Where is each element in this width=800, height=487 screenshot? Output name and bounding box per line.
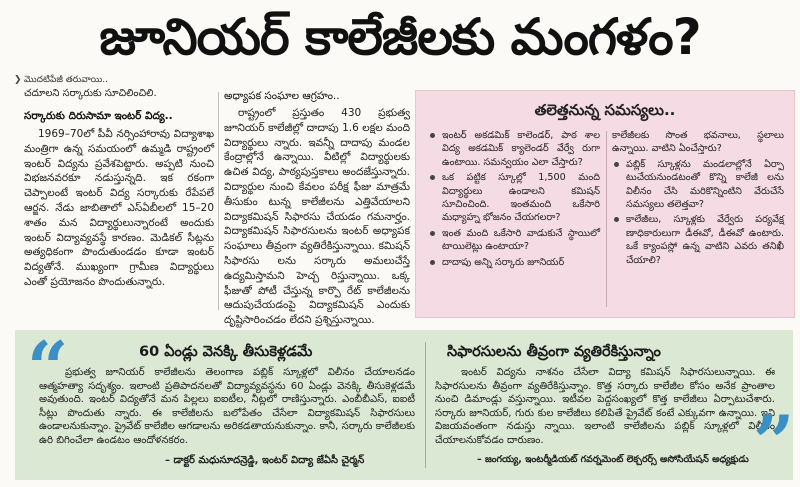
bullet-icon	[430, 133, 435, 138]
left-quote-text: ప్రభుత్వ జూనియర్ కాలేజీలను తెలంగాణ పబ్లిక్ స్కూళ్లలో విలీనం చేయాలనడం ఆత్మహత్యా సదృశ్యం. ఇలాంటి ప్రతిపాదనలతో విద్యావ్యవస్థను 60 ఏండ్లు వెనక్కి తీసుకెళ్లడమే అవుతుంది. ఇంటర్ విద్యతోనే మన పిల్లలు ఐఐటీల, నీట్లలో రాణిస్తున్నారు. ఎంబీబీఎస్, ఐఐటీ సీట్లు పొందుతు న్నారు. ఈ కాలేజీలను బలోపేతం చేసేలా విద్యాకమిషన్ సిఫారసులు ఉండాలనుకున్నాం. ప్రైవేట్ కాలేజీల ఆగడాలను అరికడతాయనుకున్నాం. కానీ, సర్కారు కాలేజీలకు ఉరి బిగించేలా ఉండటం ఆందోళనకరం.	[39, 367, 415, 446]
headline: జూనియర్ కాలేజీలకు మంగళం?	[99, 8, 701, 66]
continuation-kicker: మొదటిపేజీ తరువాయి..	[24, 75, 108, 85]
list-item: ఒక పట్టిక స్కూల్లో 1,500 మంది విద్యార్థులు ఉండాలని కమిషన్ సూచించింది. ఇంతమంది ఒకేసారి మధ్యాహ్న భోజనం చేయగలరా?	[428, 171, 600, 225]
close-quote-icon: ”	[753, 399, 795, 484]
bullet-icon	[430, 260, 435, 265]
col1-subhead: సర్కారుకు దిరుసామా ఇంటర్ విద్య..	[24, 110, 173, 122]
column-rule	[218, 92, 219, 310]
issues-divider	[606, 131, 607, 307]
left-quote-title: 60 ఏండ్లు వెనక్కి తీసుకెళ్లడమే	[139, 344, 313, 360]
right-quote-title: సిఫారసులను తీవ్రంగా వ్యతిరేకిస్తున్నాం	[447, 344, 661, 360]
list-item: ఇంత మంది ఒకేసారి వాడుకునే స్థాయిలో టాయిలెట్లు ఉంటాయా?	[428, 227, 600, 254]
col2-subhead: అధ్యాపక సంఘాల ఆగ్రహం..	[224, 90, 340, 102]
bullet-icon	[614, 162, 619, 167]
bullet-icon	[430, 175, 435, 180]
issues-box	[415, 90, 795, 318]
chevron-right-icon: ❯	[14, 75, 22, 85]
panel-divider	[425, 342, 426, 468]
list-item: దాదాపు అన్ని సర్కారు జూనియర్	[428, 256, 600, 269]
open-quote-icon: “	[27, 325, 69, 410]
quotes-panel	[15, 325, 795, 484]
col2-paragraph: రాష్ట్రంలో ప్రస్తుతం 430 ప్రభుత్వ జూనియర్ కాలేజీల్లో దాదాపు 1.6 లక్షల మంది విద్యార్థులు న్నారు. ఇవన్నీ దాదాపు మండల కేంద్రాల్లోనే ఉన్నాయి. వీటిల్లో విద్యార్థులకు ఉచిత విద్య, పాఠ్యపుస్తకాలు అందజేస్తున్నారు. విద్యార్థుల నుంచి కేవలం పరీక్ష ఫీజు మాత్రమే తీసుకుం టున్న కాలేజీలను ఎత్తివేయాలని విద్యాకమిషన్ సిఫారసు చేయడం గమనార్హం. విద్యాకమిషన్ సిఫారసులను ఇంటర్ అధ్యాపక సంఘాలు తీవ్రంగా వ్యతిరేకిస్తున్నాయి. కమిషన్ సిఫారసు లను సర్కారు అమలుచేస్తే ఉద్యమిస్తామని హెచ్చ రిస్తున్నాయి. ఒక్క ఫీజుతో పోటీ చేస్తున్న కార్పొ రేట్ కాలేజీలను ఆదుపుచేయడంపై విద్యాకమిషన్ ఎందుకు దృష్టిసారించడం లేదని ప్రశ్నిస్తున్నాయి.	[224, 107, 410, 327]
list-item: ఇంటర్ అకడమిక్ కాలెండర్, పాఠ శాల విద్య అకడమిక్ క్యాలెండర్ వేర్వే రుగా ఉంటాయి. సమన్వయం ఎలా చేస్తారు?	[428, 129, 600, 169]
left-quote-signature: – డాక్టర్ మధుసూదన్రెడ్డి, ఇంటర్ విద్యా జేఏసీ చైర్మన్	[165, 455, 365, 466]
issues-left-list	[428, 129, 600, 271]
right-quote-signature: – జంగయ్య, ఇంటర్మీడియట్ గవర్నమెంట్ లెక్చరర్స్ అసోసియేషన్ అధ్యక్షుడు	[477, 454, 749, 465]
issues-right-list	[612, 129, 784, 269]
issues-title: తలెత్తనున్న సమస్యలు..	[534, 101, 676, 119]
list-item-continued: కాలేజీలకు సొంత భవనాలు, స్థలాలు ఉన్నాయి. వాటిని ఏంచేస్తారు?	[612, 130, 784, 155]
list-item: పబ్లిక్ స్కూళ్లను మండలాల్లోనే ఏర్పా టుచేయనుండటంతో కొన్ని కాలేజీ లను విలీనం చేసి మరికొన్నింటిని వేరుచేసే సమస్యలు తలెత్తవా?	[612, 158, 784, 212]
lead-line: చదూలని సర్కారుకు సూచిలించిలి.	[24, 88, 157, 99]
bullet-icon	[614, 217, 619, 222]
list-item: కాలేజీలు, స్కూళ్లకు వేర్వేరు పర్యవేక్ష ణాధికారులుగా డీఈవో, డీఈవో ఉంటారు. ఒకే క్యాంపస్లో ఉన్న వాటిని ఎవరు తనిఖీ చేయాలి?	[612, 213, 784, 267]
right-quote-text: ఇంటర్ విద్యను నాశనం చేసేలా విద్యా కమిషన్ సిఫారసులున్నాయి. ఈ సిఫారసులను తీవ్రంగా వ్యతిరేకిస్తున్నాం. కొత్త సర్కారు కాలేజీల కోసం అనేక ప్రాంతాల నుంచి డిమాండ్లు వస్తున్నాయి. ఇటీవల పెద్దసంఖ్యలో కొత్త కాలేజీలు ఏర్పాటుచేశారు. సర్కారు జూనియర్, గురు కుల కాలేజీలు కలిపితే ప్రైవేట్ కంటే ఎక్కువగా ఉన్నాయి. ఇవి విజయవంతంగా నడుస్తు న్నాయి. ఇలాంటి కాలేజీలను పబ్లిక్ స్కూళ్లలో విలీనం చేయాలనుకోవడం దారుణం.	[435, 367, 775, 446]
bullet-icon	[430, 231, 435, 236]
col1-paragraph: 1969–70లో పీవీ నర్సింహారావు విద్యాశాఖ మంత్రిగా ఉన్న సమయంలో ఉమ్మడి రాష్ట్రంలో ఇంటర్ విద్యను ప్రవేశపెట్టారు. అప్పటి నుంచి విభజనవరకూ నడుస్తున్నది. ఇక రకంగా చెప్పాలంటే ఇంటర్ విద్య సర్కారుకు రేపేపలే ఆర్జన. నేడు జాబితాలో ఎస్ఏబీలలో 15–20 శాతం మన విద్యార్థులున్నారంటే అందుకు ఇంటర్ విద్యావ్యవస్థే కారణం. మెడికల్ సీట్లను అత్యధికంగా పొందుతుండడం కూడా ఇంటర్ విద్యతోనే. ముఖ్యంగా గ్రామీణ విద్యార్థులు ఎంతో ప్రయోజనం పొందుతున్నారు.	[24, 128, 214, 288]
